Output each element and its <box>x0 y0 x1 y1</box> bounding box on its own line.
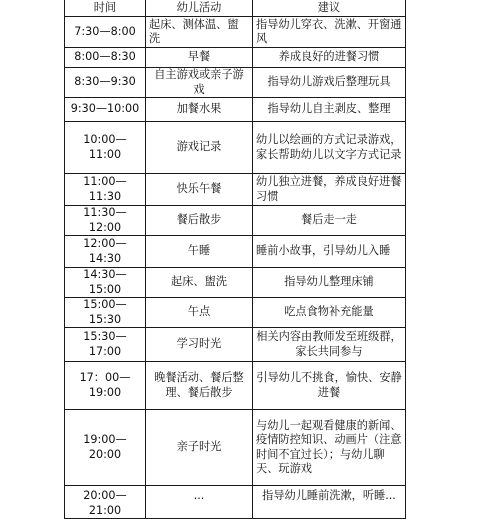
table-header-row <box>65 0 406 17</box>
row-time: 15:00—15:30 <box>65 298 146 328</box>
row-time: 9:30—10:00 <box>65 98 146 122</box>
row-time: 19:00—20:00 <box>65 410 146 486</box>
row-time: 7:30—8:00 <box>65 17 146 48</box>
row-suggestion: 养成良好的进餐习惯 <box>253 48 406 68</box>
row-activity: 自主游戏或亲子游戏 <box>146 68 253 98</box>
row-activity: 早餐 <box>146 48 253 68</box>
row-time: 14:30—15:00 <box>65 268 146 298</box>
row-activity: 学习时光 <box>146 328 253 362</box>
row-activity: ... <box>146 486 253 519</box>
table-row <box>65 298 406 328</box>
row-suggestion: 指导幼儿整理床铺 <box>253 268 406 298</box>
table-row <box>65 206 406 236</box>
row-activity: 餐后散步 <box>146 206 253 236</box>
row-time: 8:00—8:30 <box>65 48 146 68</box>
row-suggestion: 幼儿以绘画的方式记录游戏，家长帮助幼儿以文字方式记录 <box>253 122 406 174</box>
row-suggestion: 餐后走一走 <box>253 206 406 236</box>
schedule-sheet <box>64 0 406 519</box>
table-row <box>65 268 406 298</box>
table-row <box>65 174 406 206</box>
row-time: 10:00—11:00 <box>65 122 146 174</box>
row-suggestion: 幼儿独立进餐，养成良好进餐习惯 <box>253 174 406 206</box>
row-time: 11:30—12:00 <box>65 206 146 236</box>
table-row <box>65 17 406 48</box>
header-time: 时间 <box>65 0 146 17</box>
row-suggestion: 与幼儿一起观看健康的新闻、疫情防控知识、动画片（注意时间不宜过长）；与幼儿聊天、玩游戏 <box>253 410 406 486</box>
row-suggestion: 指导幼儿睡前洗漱，听睡... <box>253 486 406 519</box>
table-row <box>65 486 406 519</box>
row-suggestion: 引导幼儿不挑食，愉快、安静进餐 <box>253 362 406 410</box>
row-activity: 午点 <box>146 298 253 328</box>
row-suggestion: 睡前小故事，引导幼儿入睡 <box>253 236 406 268</box>
table-row <box>65 410 406 486</box>
table-row <box>65 362 406 410</box>
row-suggestion: 指导幼儿穿衣、洗漱、开窗通风 <box>253 17 406 48</box>
row-suggestion: 吃点食物补充能量 <box>253 298 406 328</box>
row-time: 17：00—19:00 <box>65 362 146 410</box>
table-row <box>65 122 406 174</box>
row-activity: 快乐午餐 <box>146 174 253 206</box>
row-activity: 晚餐活动、餐后整理、餐后散步 <box>146 362 253 410</box>
table-row <box>65 48 406 68</box>
row-time: 15:30—17:00 <box>65 328 146 362</box>
daily-schedule-table <box>64 0 406 519</box>
header-activity: 幼儿活动 <box>146 0 253 17</box>
row-suggestion: 相关内容由教师发至班级群，家长共同参与 <box>253 328 406 362</box>
row-activity: 起床、测体温、盥洗 <box>146 17 253 48</box>
row-suggestion: 指导幼儿自主剥皮、整理 <box>253 98 406 122</box>
row-time: 12:00—14:30 <box>65 236 146 268</box>
row-activity: 起床、盥洗 <box>146 268 253 298</box>
row-activity: 游戏记录 <box>146 122 253 174</box>
table-row <box>65 236 406 268</box>
row-activity: 午睡 <box>146 236 253 268</box>
header-suggestion: 建议 <box>253 0 406 17</box>
table-row <box>65 98 406 122</box>
row-time: 20:00—21:00 <box>65 486 146 519</box>
row-time: 11:00—11:30 <box>65 174 146 206</box>
table-row <box>65 328 406 362</box>
table-row <box>65 68 406 98</box>
row-suggestion: 指导幼儿游戏后整理玩具 <box>253 68 406 98</box>
row-time: 8:30—9:30 <box>65 68 146 98</box>
row-activity: 亲子时光 <box>146 410 253 486</box>
row-activity: 加餐水果 <box>146 98 253 122</box>
